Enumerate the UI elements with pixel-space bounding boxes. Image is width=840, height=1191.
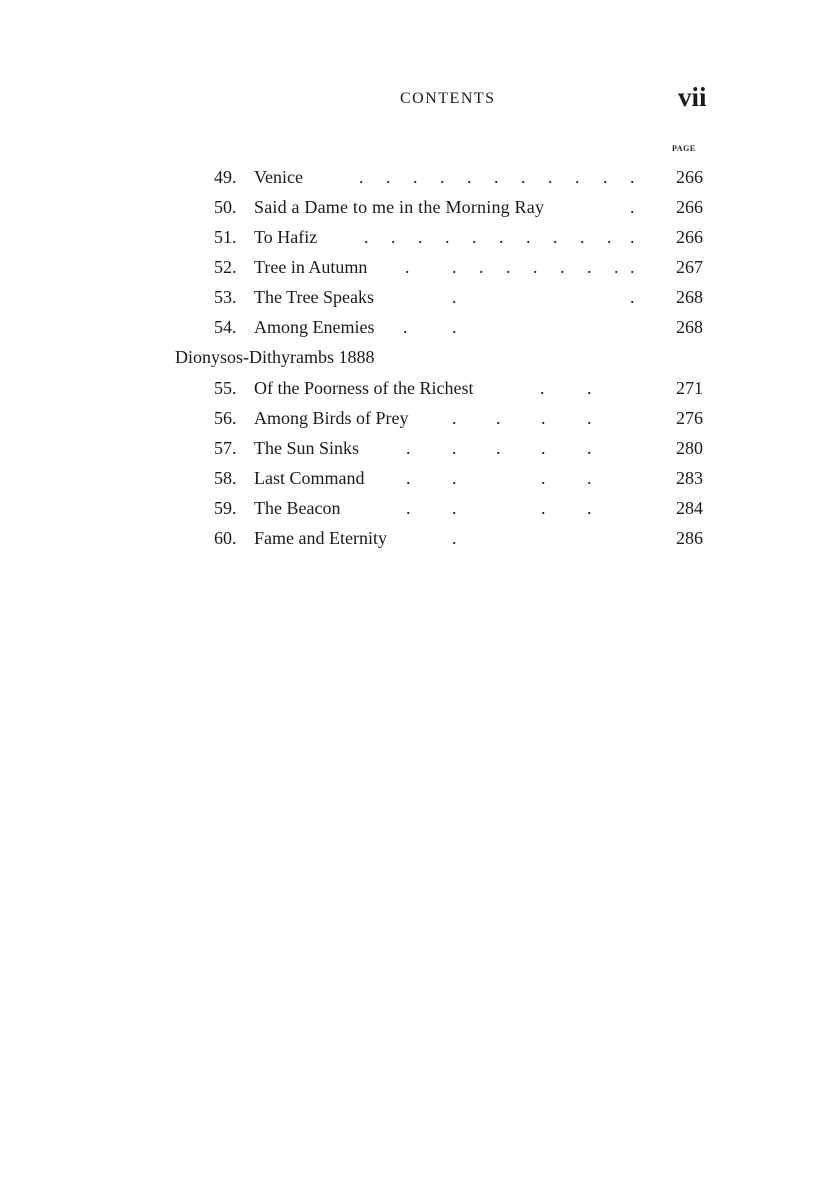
entry-number: 60.	[214, 528, 237, 548]
entry-page: 268	[676, 287, 703, 307]
entry-page: 286	[676, 528, 703, 548]
entry-number: 53.	[214, 287, 237, 307]
entry-number: 58.	[214, 468, 237, 488]
dot-leader: . . . . . . . . . . .	[364, 227, 635, 247]
toc-entry	[0, 408, 840, 438]
entry-page: 271	[676, 378, 703, 398]
entry-number: 59.	[214, 498, 237, 518]
toc-entry	[0, 528, 840, 558]
dot-leader: . .	[540, 378, 592, 398]
entry-title: Last Command	[254, 468, 365, 488]
entry-title: Said a Dame to me in the Morning Ray	[254, 197, 545, 217]
section-heading: Dionysos-Dithyrambs 1888	[175, 347, 375, 367]
toc-entry	[0, 468, 840, 498]
entry-number: 55.	[214, 378, 237, 398]
entry-title: Among Enemies	[254, 317, 375, 337]
dot-leader: . . . . . . . . .	[405, 257, 635, 277]
entry-page: 283	[676, 468, 703, 488]
entry-title: The Beacon	[254, 498, 341, 518]
toc-entry	[0, 227, 840, 257]
entry-number: 57.	[214, 438, 237, 458]
toc-entry	[0, 167, 840, 197]
page-column-label: PAGE	[672, 144, 696, 153]
entry-number: 56.	[214, 408, 237, 428]
page-title: CONTENTS	[400, 90, 496, 107]
toc-entry	[0, 257, 840, 287]
dot-leader: . . . . . . . . . . .	[359, 167, 635, 187]
toc-entry	[0, 438, 840, 468]
toc-entry	[0, 197, 840, 227]
entry-number: 49.	[214, 167, 237, 187]
entry-number: 51.	[214, 227, 237, 247]
entry-page: 280	[676, 438, 703, 458]
toc-entry	[0, 317, 840, 347]
dot-leader: . . . .	[452, 408, 592, 428]
entry-title: Of the Poorness of the Richest	[254, 378, 474, 398]
entry-number: 50.	[214, 197, 237, 217]
entry-page: 267	[676, 257, 703, 277]
dot-leader: . . . . .	[406, 438, 592, 458]
entry-title: Fame and Eternity	[254, 528, 387, 548]
entry-title: Venice	[254, 167, 303, 187]
dot-leader: . .	[452, 287, 635, 307]
dot-leader: . . . .	[406, 498, 592, 518]
entry-page: 266	[676, 197, 703, 217]
entry-page: 276	[676, 408, 703, 428]
entry-title: The Tree Speaks	[254, 287, 374, 307]
dot-leader: . . . .	[406, 468, 592, 488]
entry-title: Among Birds of Prey	[254, 408, 409, 428]
toc-entry	[0, 287, 840, 317]
toc-entry	[0, 378, 840, 408]
entry-title: The Sun Sinks	[254, 438, 360, 458]
entry-page: 266	[676, 167, 703, 187]
dot-leader: .	[630, 197, 635, 217]
dot-leader: . .	[403, 317, 457, 337]
entry-title: To Hafiz	[254, 227, 318, 247]
entry-number: 54.	[214, 317, 237, 337]
entry-number: 52.	[214, 257, 237, 277]
page-number: vii	[678, 82, 707, 112]
entry-title: Tree in Autumn	[254, 257, 368, 277]
toc-entry	[0, 498, 840, 528]
entry-page: 266	[676, 227, 703, 247]
entry-page: 284	[676, 498, 703, 518]
dot-leader: .	[452, 528, 457, 548]
entry-page: 268	[676, 317, 703, 337]
